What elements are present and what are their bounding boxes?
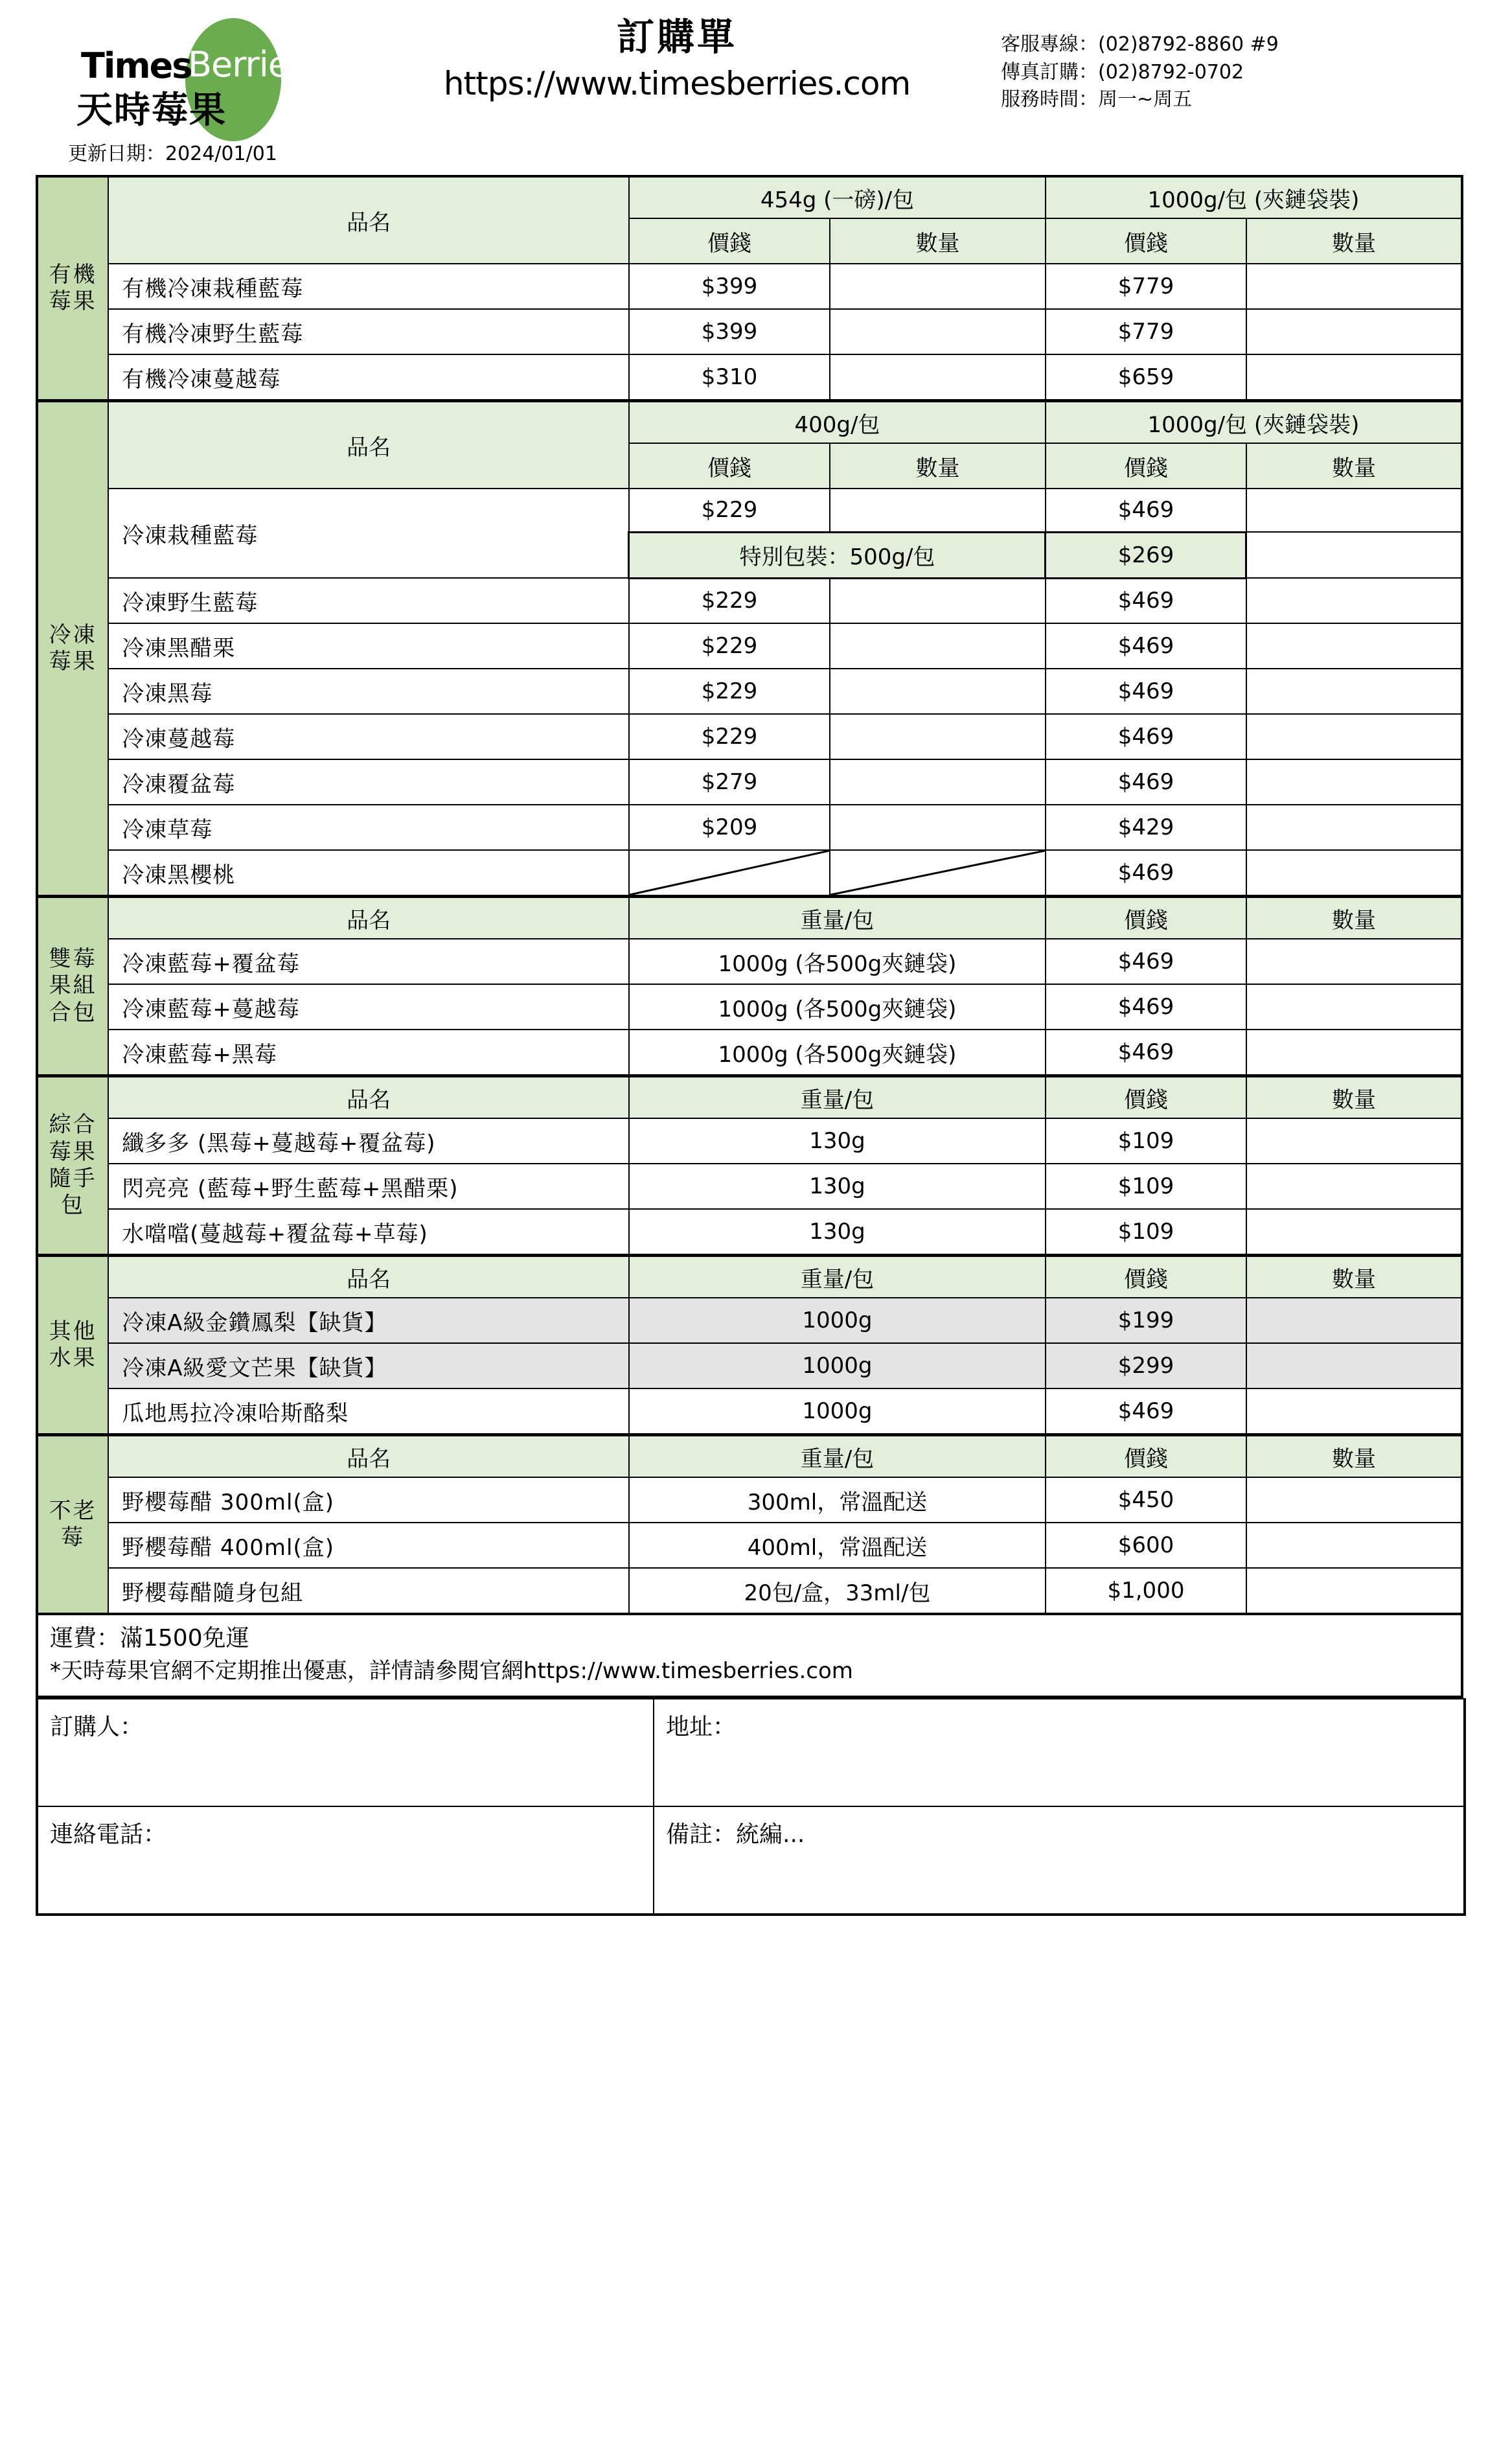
product-qty[interactable] (1246, 939, 1462, 984)
product-qty-a[interactable] (830, 669, 1046, 714)
product-price-b: $469 (1046, 759, 1246, 805)
product-name: 冷凍野生藍莓 (108, 578, 629, 623)
product-price-a: $229 (629, 623, 830, 669)
table-row (37, 939, 1462, 984)
product-name: 冷凍藍莓+黑莓 (108, 1030, 629, 1076)
product-weight: 400ml，常溫配送 (629, 1523, 1046, 1568)
field-address[interactable]: 地址： (654, 1699, 1465, 1806)
product-price-a: $209 (629, 805, 830, 850)
product-price: $600 (1046, 1523, 1246, 1568)
product-price: $450 (1046, 1477, 1246, 1523)
category-label-4: 其他水果 (37, 1256, 108, 1435)
product-name: 冷凍藍莓+蔓越莓 (108, 984, 629, 1030)
field-phone[interactable]: 連絡電話： (37, 1806, 654, 1915)
table-row (37, 1477, 1462, 1523)
product-price-a: $399 (629, 264, 830, 309)
product-name: 冷凍黑莓 (108, 669, 629, 714)
customer-fields-table (36, 1698, 1466, 1916)
product-qty[interactable] (1246, 984, 1462, 1030)
column-header-price-a: 價錢 (629, 218, 830, 264)
category-label-1: 冷凍莓果 (37, 401, 108, 897)
footer-note (36, 1615, 1463, 1698)
qty-cell-struck (830, 850, 1046, 897)
table-row (37, 1343, 1462, 1388)
product-qty-a[interactable] (830, 759, 1046, 805)
shipping-note: 運費：滿1500免運 (50, 1625, 249, 1652)
product-name: 野櫻莓醋 300ml(盒) (108, 1477, 629, 1523)
table-row (37, 1806, 1465, 1915)
column-header-qty: 數量 (1246, 1256, 1462, 1298)
product-price-b: $779 (1046, 309, 1246, 354)
table-row (37, 1568, 1462, 1614)
product-price-a: $229 (629, 578, 830, 623)
category-label-0: 有機莓果 (37, 176, 108, 401)
product-name: 水噹噹(蔓越莓+覆盆莓+草莓) (108, 1209, 629, 1256)
special-package-label: 特別包裝：500g/包 (629, 532, 1046, 578)
size-header-a: 454g (一磅)/包 (629, 176, 1046, 218)
product-name: 有機冷凍栽種藍莓 (108, 264, 629, 309)
product-name: 冷凍覆盆莓 (108, 759, 629, 805)
column-header-price: 價錢 (1046, 1435, 1246, 1478)
title-block (398, 6, 955, 102)
page-title: 訂購單 (616, 15, 737, 59)
column-header-name: 品名 (108, 897, 629, 939)
product-name: 冷凍黑醋栗 (108, 623, 629, 669)
column-header-name: 品名 (108, 176, 629, 264)
product-qty-a[interactable] (830, 309, 1046, 354)
column-header-name: 品名 (108, 1435, 629, 1478)
logo-latin-right: Berries (188, 44, 307, 85)
table-row (37, 309, 1462, 354)
product-name: 瓜地馬拉冷凍哈斯酪梨 (108, 1388, 629, 1435)
product-price: $1,000 (1046, 1568, 1246, 1614)
product-name: 冷凍栽種藍莓 (108, 489, 629, 578)
category-label-2: 雙莓果組合包 (37, 897, 108, 1076)
table-row (37, 850, 1462, 897)
field-customer[interactable]: 訂購人： (37, 1699, 654, 1806)
column-header-weight: 重量/包 (629, 897, 1046, 939)
product-price: $469 (1046, 984, 1246, 1030)
product-price: $109 (1046, 1164, 1246, 1209)
product-name: 閃亮亮 (藍莓+野生藍莓+黑醋栗) (108, 1164, 629, 1209)
table-header-row (37, 1076, 1462, 1119)
special-package-qty[interactable] (1246, 532, 1462, 578)
product-qty[interactable] (1246, 1298, 1462, 1343)
contact-hours-line: 服務時間：周一~周五 (1001, 88, 1193, 111)
product-qty-b[interactable] (1246, 623, 1462, 669)
product-qty[interactable] (1246, 1118, 1462, 1164)
table-row (37, 1388, 1462, 1435)
product-price-b: $469 (1046, 489, 1246, 532)
table-row (37, 805, 1462, 850)
product-name: 有機冷凍野生藍莓 (108, 309, 629, 354)
table-header-row (37, 897, 1462, 939)
product-qty-b[interactable] (1246, 578, 1462, 623)
column-header-qty-a: 數量 (830, 218, 1046, 264)
product-name: 有機冷凍蔓越莓 (108, 354, 629, 401)
column-header-weight: 重量/包 (629, 1435, 1046, 1478)
column-header-price: 價錢 (1046, 1256, 1246, 1298)
size-header-b: 1000g/包 (夾鏈袋裝) (1046, 401, 1462, 444)
table-header-row (37, 1256, 1462, 1298)
price-cell-struck (629, 850, 830, 897)
column-header-price-b: 價錢 (1046, 443, 1246, 489)
brand-logo (65, 5, 307, 132)
product-weight: 300ml，常溫配送 (629, 1477, 1046, 1523)
product-name: 冷凍A級金鑽鳳梨【缺貨】 (108, 1298, 629, 1343)
product-weight: 1000g (各500g夾鏈袋) (629, 939, 1046, 984)
promo-note: *天時莓果官網不定期推出優惠，詳情請參閱官網https://www.timesberries.com (50, 1657, 853, 1684)
contact-service-line: 客服專線：(02)8792-8860 #9 (1001, 33, 1279, 56)
order-table (36, 175, 1463, 1615)
website-url: https://www.timesberries.com (443, 65, 911, 102)
product-price: $109 (1046, 1118, 1246, 1164)
product-price-a: $279 (629, 759, 830, 805)
product-weight: 1000g (各500g夾鏈袋) (629, 1030, 1046, 1076)
product-weight: 1000g (629, 1298, 1046, 1343)
column-header-name: 品名 (108, 1076, 629, 1119)
table-row (37, 759, 1462, 805)
product-qty[interactable] (1246, 1209, 1462, 1256)
table-header-row (37, 176, 1462, 218)
product-price: $109 (1046, 1209, 1246, 1256)
page-header (36, 0, 1463, 175)
category-label-5: 不老莓 (37, 1435, 108, 1615)
column-header-price-a: 價錢 (629, 443, 830, 489)
product-qty[interactable] (1246, 1030, 1462, 1076)
table-row (37, 714, 1462, 759)
table-row (37, 623, 1462, 669)
product-qty-b[interactable] (1246, 354, 1462, 401)
column-header-weight: 重量/包 (629, 1076, 1046, 1119)
product-weight: 1000g (629, 1388, 1046, 1435)
product-price-b: $469 (1046, 714, 1246, 759)
column-header-qty: 數量 (1246, 1076, 1462, 1119)
product-price-b: $469 (1046, 578, 1246, 623)
product-qty-a[interactable] (830, 623, 1046, 669)
table-row (37, 1298, 1462, 1343)
product-qty[interactable] (1246, 1343, 1462, 1388)
product-qty-a[interactable] (830, 714, 1046, 759)
table-row (37, 1209, 1462, 1256)
product-price-a: $229 (629, 669, 830, 714)
product-name: 冷凍蔓越莓 (108, 714, 629, 759)
product-name: 野櫻莓醋隨身包組 (108, 1568, 629, 1614)
table-header-row (37, 1435, 1462, 1478)
product-qty[interactable] (1246, 1477, 1462, 1523)
contact-info (1001, 31, 1279, 114)
logo-chinese: 天時莓果 (76, 89, 227, 132)
product-price-b: $429 (1046, 805, 1246, 850)
product-qty-b[interactable] (1246, 669, 1462, 714)
product-name: 野櫻莓醋 400ml(盒) (108, 1523, 629, 1568)
product-qty[interactable] (1246, 1388, 1462, 1435)
product-qty-a[interactable] (830, 489, 1046, 532)
table-row (37, 1164, 1462, 1209)
table-row (37, 489, 1462, 532)
product-price: $469 (1046, 939, 1246, 984)
product-price: $199 (1046, 1298, 1246, 1343)
field-remark[interactable]: 備註：統編... (654, 1806, 1465, 1915)
product-qty-b[interactable] (1246, 264, 1462, 309)
product-price-a: $310 (629, 354, 830, 401)
contact-fax-line: 傳真訂購：(02)8792-0702 (1001, 60, 1244, 84)
column-header-qty-a: 數量 (830, 443, 1046, 489)
product-weight: 130g (629, 1118, 1046, 1164)
product-price-b: $469 (1046, 669, 1246, 714)
column-header-qty-b: 數量 (1246, 218, 1462, 264)
column-header-qty: 數量 (1246, 1435, 1462, 1478)
product-qty-a[interactable] (830, 805, 1046, 850)
column-header-qty-b: 數量 (1246, 443, 1462, 489)
product-price-a: $399 (629, 309, 830, 354)
column-header-price: 價錢 (1046, 897, 1246, 939)
table-row (37, 1118, 1462, 1164)
logo-latin-left: Times (81, 45, 192, 86)
updated-date: 更新日期：2024/01/01 (68, 143, 277, 165)
product-price: $469 (1046, 1388, 1246, 1435)
product-qty-b[interactable] (1246, 850, 1462, 897)
table-row (37, 264, 1462, 309)
column-header-weight: 重量/包 (629, 1256, 1046, 1298)
product-weight: 20包/盒，33ml/包 (629, 1568, 1046, 1614)
product-price: $469 (1046, 1030, 1246, 1076)
product-price-a: $229 (629, 489, 830, 532)
product-weight: 1000g (629, 1343, 1046, 1388)
product-qty-b[interactable] (1246, 309, 1462, 354)
table-header-row (37, 401, 1462, 444)
table-row (37, 1030, 1462, 1076)
product-price-a: $229 (629, 714, 830, 759)
product-weight: 1000g (各500g夾鏈袋) (629, 984, 1046, 1030)
table-row (37, 984, 1462, 1030)
product-name: 冷凍藍莓+覆盆莓 (108, 939, 629, 984)
table-row (37, 1523, 1462, 1568)
product-qty[interactable] (1246, 1523, 1462, 1568)
special-package-price: $269 (1046, 532, 1246, 578)
product-price-b: $469 (1046, 623, 1246, 669)
product-qty-a[interactable] (830, 354, 1046, 401)
product-qty-b[interactable] (1246, 805, 1462, 850)
column-header-price: 價錢 (1046, 1076, 1246, 1119)
size-header-a: 400g/包 (629, 401, 1046, 444)
product-name: 冷凍A級愛文芒果【缺貨】 (108, 1343, 629, 1388)
product-qty-b[interactable] (1246, 489, 1462, 532)
table-row (37, 578, 1462, 623)
column-header-name: 品名 (108, 1256, 629, 1298)
product-name: 冷凍黑櫻桃 (108, 850, 629, 897)
table-row (37, 669, 1462, 714)
column-header-price-b: 價錢 (1046, 218, 1246, 264)
product-qty[interactable] (1246, 1164, 1462, 1209)
product-price-b: $469 (1046, 850, 1246, 897)
product-price-b: $659 (1046, 354, 1246, 401)
product-qty-a[interactable] (830, 578, 1046, 623)
product-qty-a[interactable] (830, 264, 1046, 309)
product-qty[interactable] (1246, 1568, 1462, 1614)
product-price-b: $779 (1046, 264, 1246, 309)
table-row (37, 1699, 1465, 1806)
product-weight: 130g (629, 1209, 1046, 1256)
category-label-3: 綜合莓果隨手包 (37, 1076, 108, 1256)
product-qty-b[interactable] (1246, 714, 1462, 759)
size-header-b: 1000g/包 (夾鏈袋裝) (1046, 176, 1462, 218)
product-name: 纖多多 (黑莓+蔓越莓+覆盆莓) (108, 1118, 629, 1164)
column-header-name: 品名 (108, 401, 629, 489)
product-price: $299 (1046, 1343, 1246, 1388)
product-qty-b[interactable] (1246, 759, 1462, 805)
column-header-qty: 數量 (1246, 897, 1462, 939)
product-name: 冷凍草莓 (108, 805, 629, 850)
table-row (37, 354, 1462, 401)
product-weight: 130g (629, 1164, 1046, 1209)
